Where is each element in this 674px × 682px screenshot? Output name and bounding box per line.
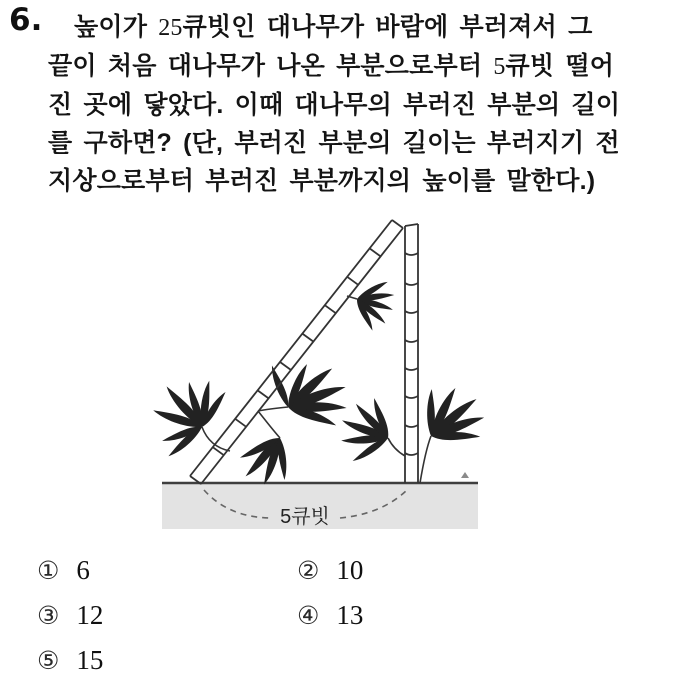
choice-value: 12 — [76, 600, 104, 630]
question-text — [48, 8, 668, 200]
dimension-label: 5큐빗 — [280, 506, 330, 528]
choice-value: 15 — [76, 645, 104, 675]
question-line: 를 구하면? (단, 부러진 부분의 길이는 부러지기 전 — [48, 129, 620, 157]
circled-number-icon: ① — [37, 556, 60, 585]
circled-number-icon: ③ — [37, 601, 60, 630]
question-line: 진 곳에 닿았다. 이때 대나무의 부러진 부분의 길이 — [48, 91, 621, 119]
choice-4[interactable] — [297, 602, 557, 629]
circled-number-icon: ⑤ — [37, 646, 60, 675]
leaf-stems — [202, 296, 431, 483]
question-line: 지상으로부터 부러진 부분까지의 높이를 말한다.) — [48, 167, 596, 195]
question-line: 끝이 처음 대나무가 나온 부분으로부터 5큐빗 떨어 — [48, 52, 615, 80]
leaf-cluster-stalk-left — [341, 397, 391, 462]
leaf-cluster-middle — [237, 364, 347, 485]
standing-bamboo — [405, 224, 418, 483]
choice-value: 10 — [336, 555, 364, 585]
leaf-cluster-upper — [355, 281, 395, 332]
question-number: 6. — [9, 2, 43, 38]
leaf-cluster-left — [153, 380, 232, 457]
choice-row — [37, 548, 557, 593]
choice-row — [37, 593, 557, 638]
distance-value: 5 — [493, 54, 506, 80]
choice-5[interactable] — [37, 647, 322, 674]
choice-value: 13 — [336, 600, 364, 630]
circled-number-icon: ④ — [297, 601, 320, 630]
question-line: 높이가 25큐빗인 대나무가 바람에 부러져서 그 — [74, 13, 593, 41]
height-value: 25 — [158, 15, 183, 41]
answer-choices — [37, 548, 557, 682]
bamboo-diagram — [148, 195, 488, 545]
ground-corner-mark — [461, 472, 469, 478]
broken-bamboo — [190, 220, 403, 484]
choice-value: 6 — [76, 555, 90, 585]
choice-row — [37, 638, 557, 682]
choice-1[interactable] — [37, 557, 297, 584]
choice-2[interactable] — [297, 557, 557, 584]
circled-number-icon: ② — [297, 556, 320, 585]
choice-3[interactable] — [37, 602, 297, 629]
